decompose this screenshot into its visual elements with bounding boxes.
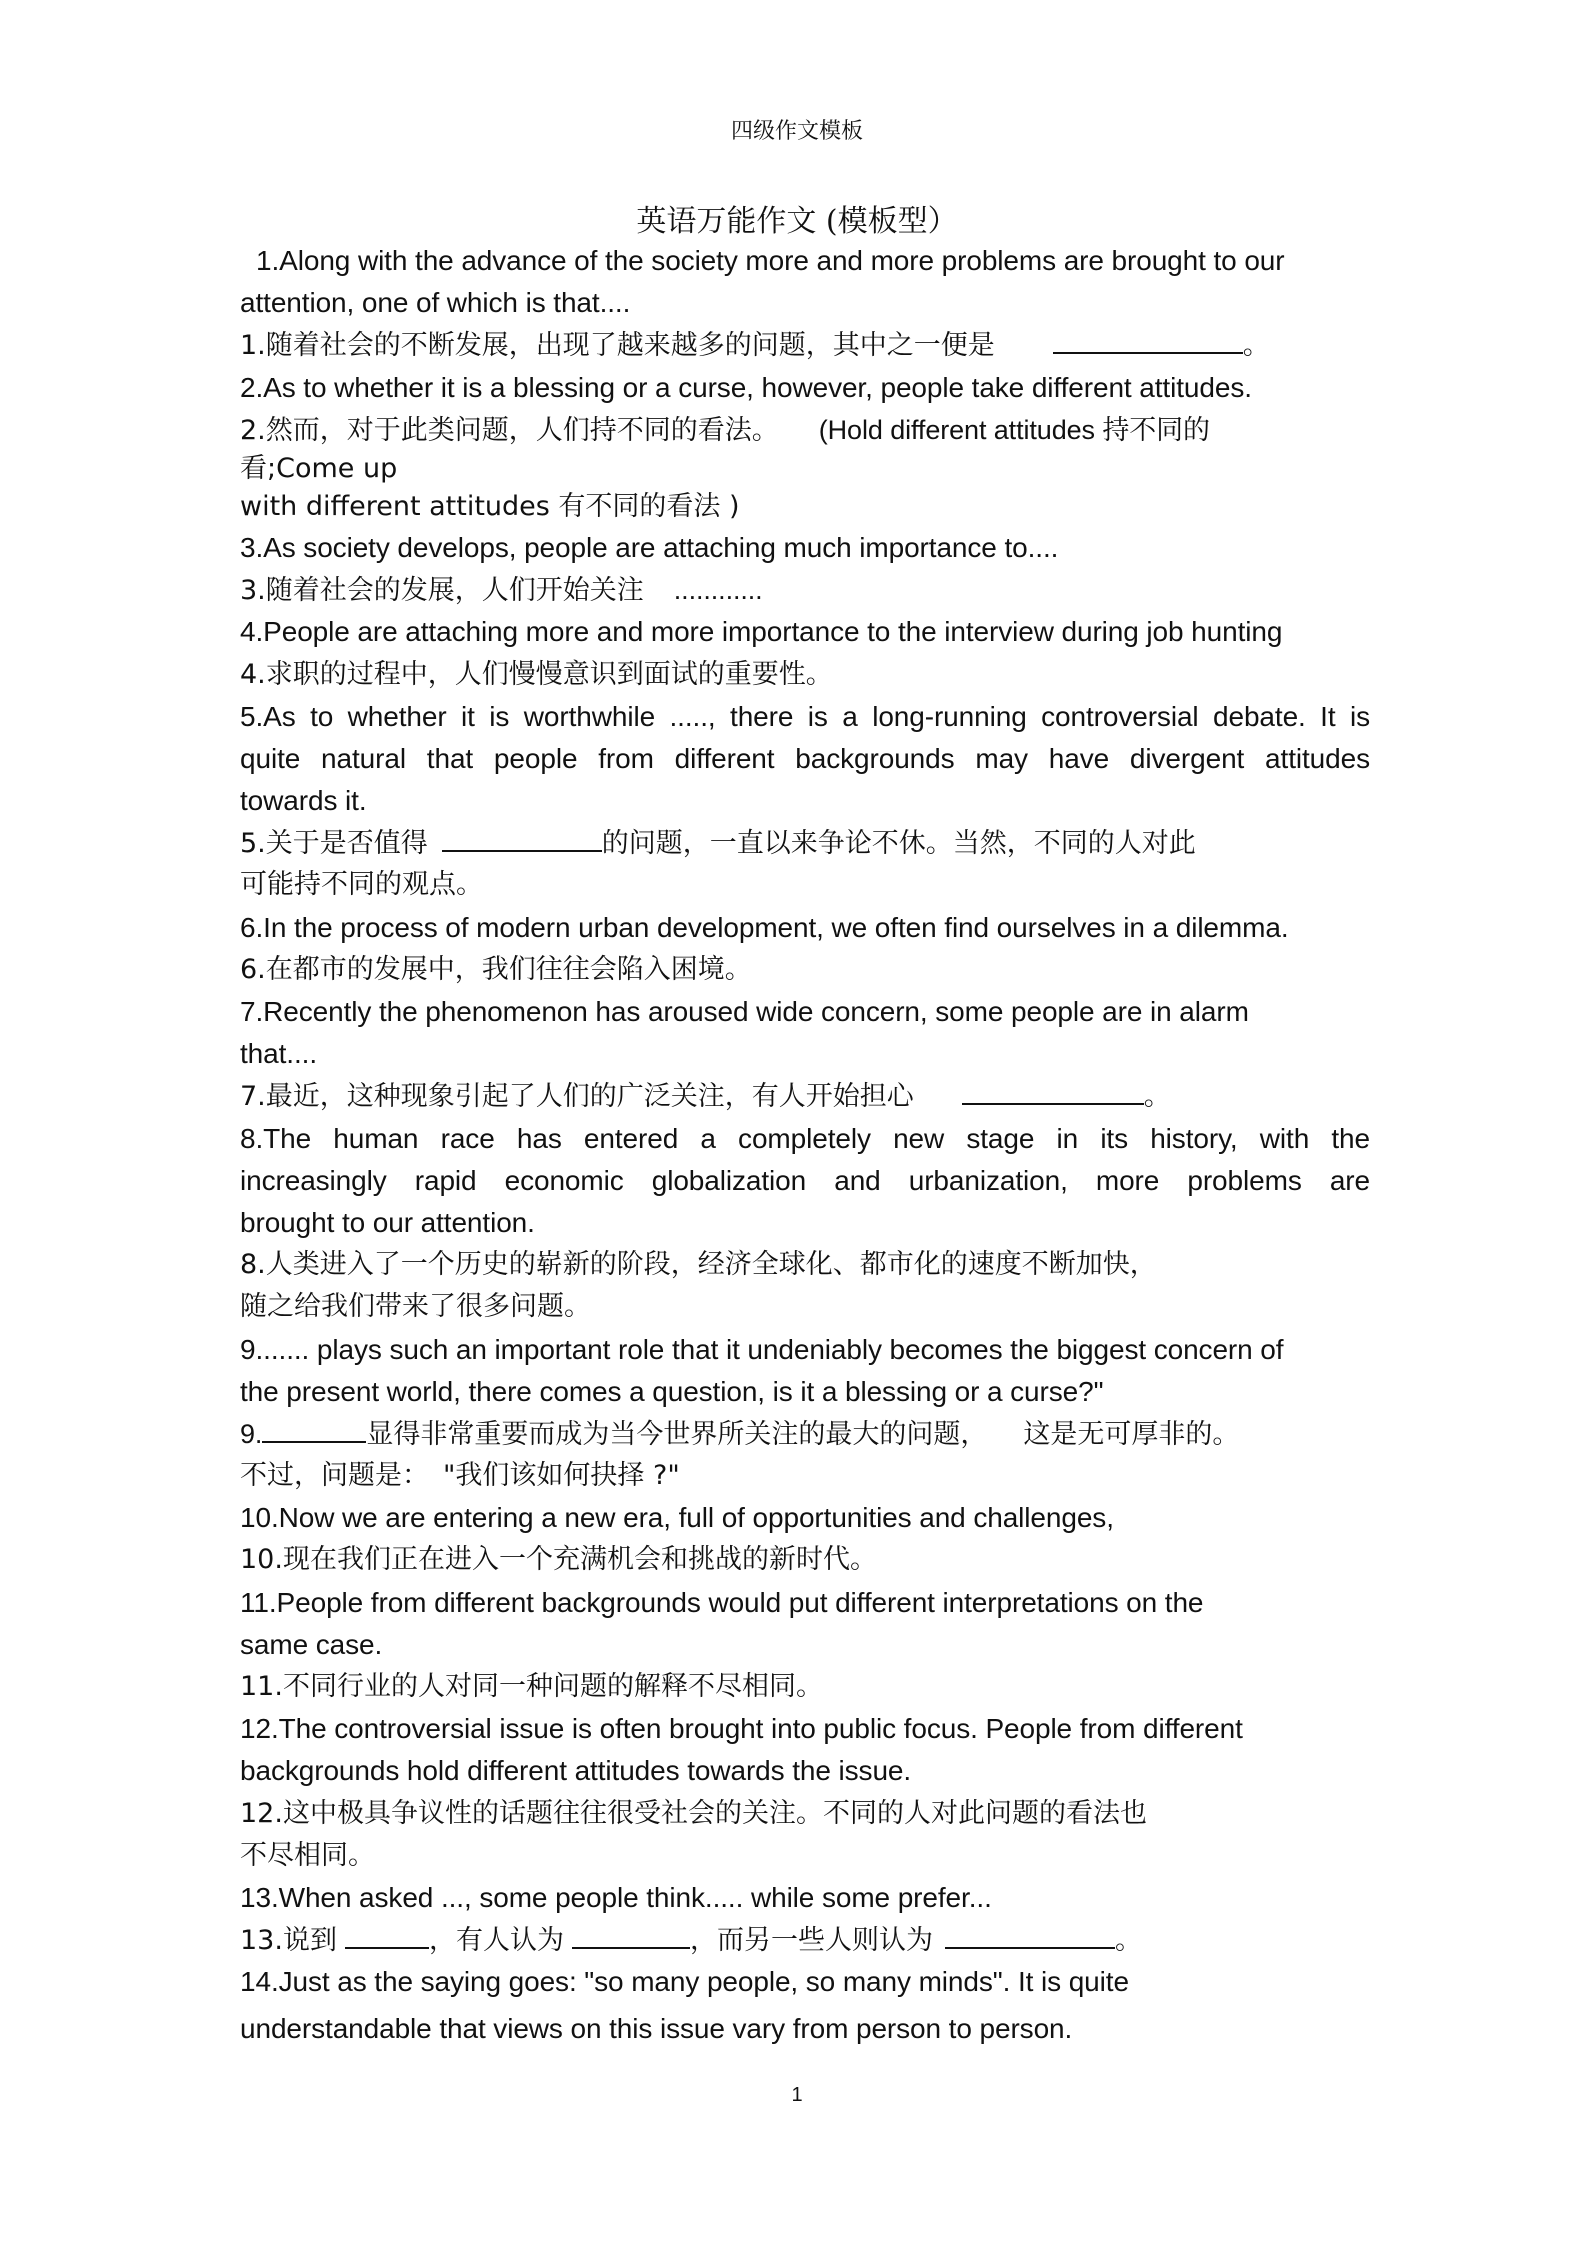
fill-blank [262,1413,366,1443]
item-8-zh-line-2: 随之给我们带来了很多问题。 [240,1291,591,1323]
item-3-zh: 3.随着社会的发展，人们开始关注 ............ [240,575,763,607]
item-5-en-line-2: quite natural that people from different backgrounds may have divergent attitudes [240,742,1370,774]
page-header: 四级作文模板 [730,119,863,144]
item-13-zh: 13.说到 ，有人认为 ，而另一些人则认为 。 [240,1919,1370,1961]
item-2-zh-cont-2: with different attitudes 有不同的看法 ) [240,490,740,522]
item-14-en-line-1: 14.Just as the saying goes: "so many people, so many minds". It is quite [240,1966,1129,1998]
document-title: 英语万能作文 (模板型） [636,204,958,239]
item-1-en-line-2: attention, one of which is that.... [240,287,631,319]
item-8-en-line-2: increasingly rapid economic globalization and urbanization, more problems are [240,1164,1370,1196]
item-1-en-line-1: 1.Along with the advance of the society more and more problems are brought to our [256,245,1285,276]
item-10-en: 10.Now we are entering a new era, full of opportunities and challenges, [240,1502,1114,1534]
item-7-zh: 7.最近，这种现象引起了人们的广泛关注，有人开始担心 。 [240,1075,1370,1117]
item-8-en-line-3: brought to our attention. [240,1206,535,1238]
page-number: 1 [791,2084,803,2106]
fill-blank [962,1075,1144,1105]
item-7-en-line-2: that.... [240,1038,318,1070]
item-9-en-line-2: the present world, there comes a question, is it a blessing or a curse?" [240,1375,1104,1407]
item-12-en-line-2: backgrounds hold different attitudes towards the issue. [240,1755,912,1787]
item-6-zh: 6.在都市的发展中，我们往往会陷入困境。 [240,953,752,985]
fill-blank [442,822,602,852]
fill-blank [345,1919,429,1949]
item-12-zh-line-2: 不尽相同。 [240,1839,375,1871]
item-10-zh: 10.现在我们正在进入一个充满机会和挑战的新时代。 [240,1544,877,1576]
item-9-zh-cont: 不过，问题是： "我们该如何抉择 ?" [240,1460,680,1492]
item-5-zh-cont: 可能持不同的观点。 [240,869,483,901]
item-13-en: 13.When asked ..., some people think..... while some prefer... [240,1881,992,1913]
item-7-en-line-1: 7.Recently the phenomenon has aroused wide concern, some people are in alarm [240,996,1249,1027]
document-body [240,240,1370,2054]
item-2-zh: 2.然而，对于此类问题，人们持不同的看法。 (Hold different attitudes 持不同的 [240,414,1210,446]
item-9-en-line-1: 9....... plays such an important role that it undeniably becomes the biggest concern of [240,1333,1284,1365]
item-6-en: 6.In the process of modern urban development, we often find ourselves in a dilemma. [240,911,1289,943]
item-5-zh: 5.关于是否值得 的问题，一直以来争论不休。当然，不同的人对此 [240,822,1370,864]
item-8-zh-line-1: 8.人类进入了一个历史的崭新的阶段，经济全球化、都市化的速度不断加快， [240,1249,1157,1281]
item-5-en-line-3: towards it. [240,785,367,817]
item-3-en: 3.As society develops, people are attaching much importance to.... [240,531,1059,563]
item-12-zh-line-1: 12.这中极具争议性的话题往往很受社会的关注。不同的人对此问题的看法也 [240,1797,1147,1829]
item-11-en-line-1: 11.People from different backgrounds would put different interpretations on the [240,1586,1204,1618]
item-11-en-line-2: same case. [240,1628,383,1660]
item-4-en: 4.People are attaching more and more importance to the interview during job hunting [240,616,1283,648]
item-2-en: 2.As to whether it is a blessing or a curse, however, people take different attitudes. [240,371,1252,403]
item-1-zh: 1.随着社会的不断发展，出现了越来越多的问题，其中之一便是 。 [240,324,1370,366]
item-12-en-line-1: 12.The controversial issue is often brought into public focus. People from different [240,1713,1243,1745]
fill-blank [945,1919,1115,1949]
item-14-en-line-2: understandable that views on this issue vary from person to person. [240,2012,1073,2044]
fill-blank [572,1919,690,1949]
fill-blank [1053,324,1243,354]
item-11-zh: 11.不同行业的人对同一种问题的解释不尽相同。 [240,1671,823,1702]
item-4-zh: 4.求职的过程中，人们慢慢意识到面试的重要性。 [240,658,833,690]
item-5-en-line-1: 5.As to whether it is worthwhile ....., there is a long-running controversial debate. It is [240,700,1370,732]
item-8-en-line-1: 8.The human race has entered a completely new stage in its history, with the [240,1122,1370,1154]
item-2-zh-cont: 看;Come up [240,452,398,484]
item-9-zh: 9. 显得非常重要而成为当今世界所关注的最大的问题， 这是无可厚非的。 [240,1413,1370,1455]
